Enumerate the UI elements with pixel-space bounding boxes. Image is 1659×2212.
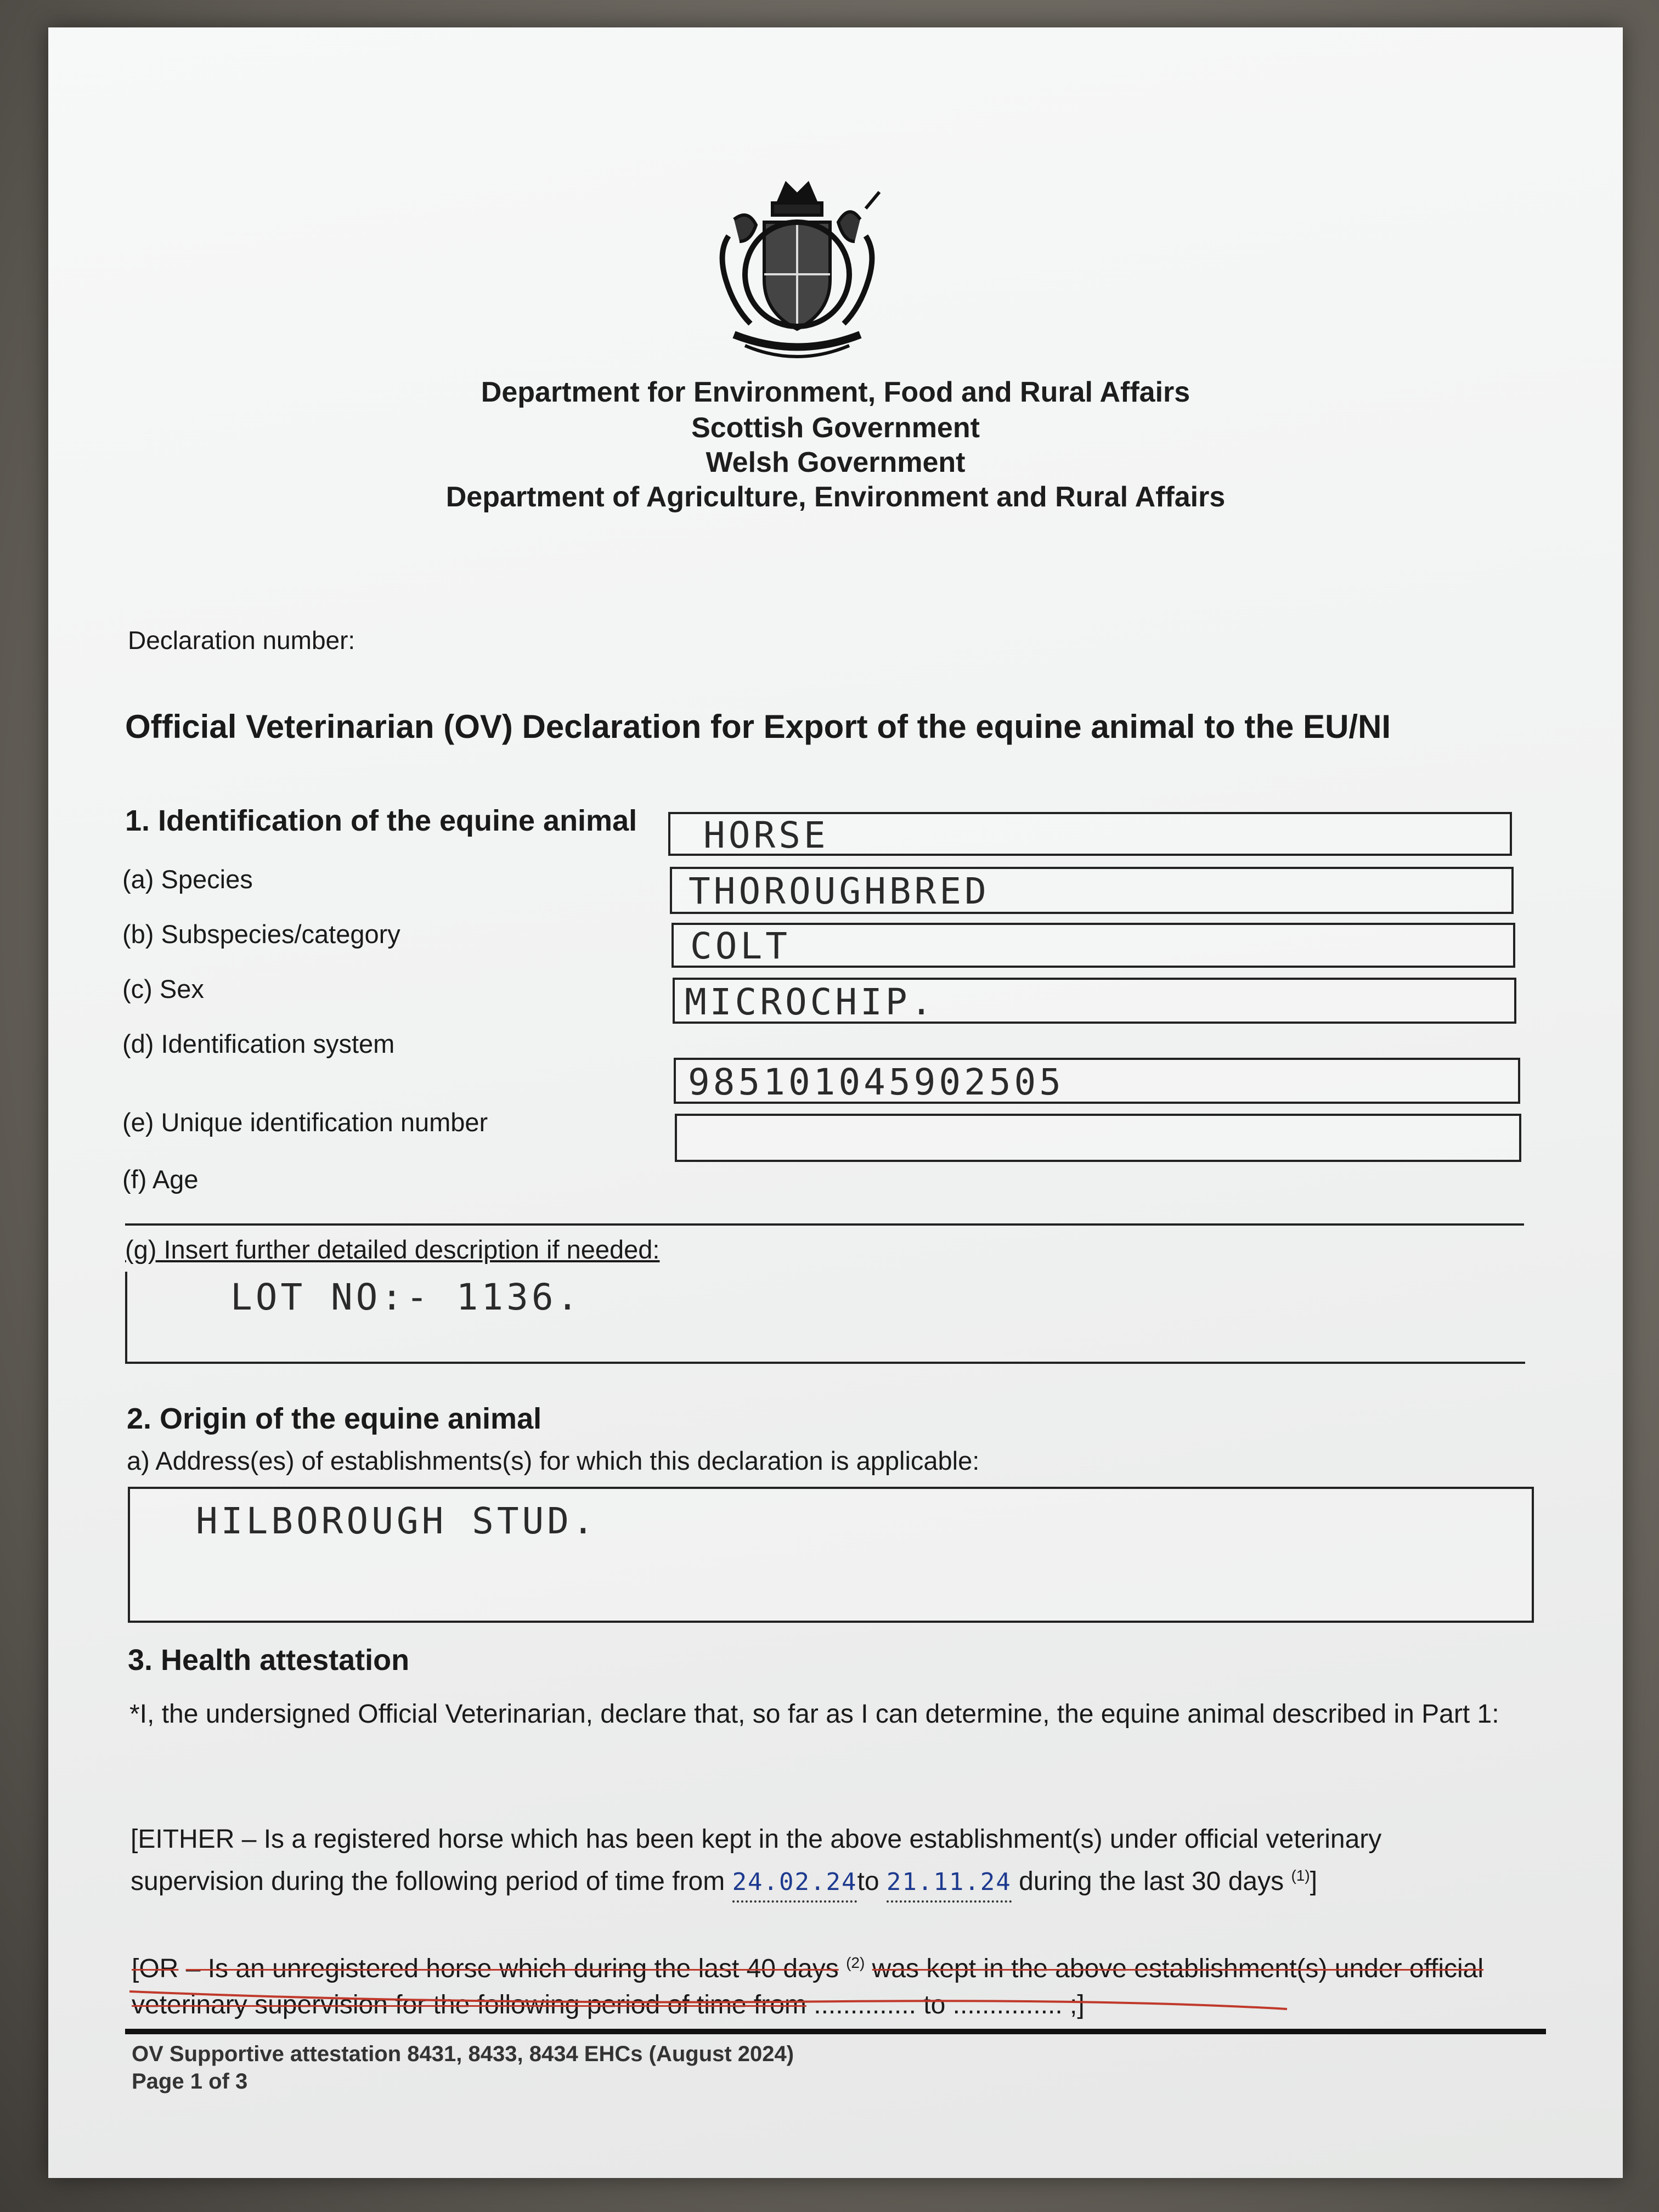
species-value: HORSE: [703, 814, 829, 856]
address-value: HILBOROUGH STUD.: [196, 1500, 597, 1542]
identification-system-value: MICROCHIP.: [685, 981, 936, 1023]
subspecies-field[interactable]: [670, 867, 1514, 914]
either-line2: [131, 1858, 1612, 1903]
unique-id-field[interactable]: [674, 1058, 1520, 1104]
subspecies-value: THOROUGHBRED: [689, 870, 990, 912]
footer-attestation: OV Supportive attestation 8431, 8433, 8434 EHCs (August 2024): [132, 2042, 794, 2066]
or-line1-start: [OR: [132, 1954, 179, 1983]
or-strikethrough-underline: [129, 1980, 1293, 2013]
footer-page-number: Page 1 of 3: [132, 2069, 248, 2094]
section2-heading: 2. Origin of the equine animal: [127, 1402, 542, 1435]
or-footnote-ref: (2): [846, 1954, 865, 1971]
header-daera: Department of Agriculture, Environment and Rural Affairs: [445, 481, 1226, 513]
health-intro-text: *I, the undersigned Official Veterinarian, declare that, so far as I can determine, the equine animal described in Part 1:: [129, 1700, 1499, 1729]
either-to-date[interactable]: 21.11.24: [887, 1864, 1012, 1903]
or-to-date[interactable]: ...............: [952, 1990, 1063, 2019]
header-scottish-government: Scottish Government: [691, 412, 980, 444]
either-clause: [131, 1821, 1612, 1903]
unique-id-value: 985101045902505: [688, 1061, 1065, 1103]
either-close: ]: [1310, 1867, 1318, 1896]
further-description-top-rule: [125, 1223, 1524, 1226]
or-line1-middle: – Is an unregistered horse which during the last 40 days: [185, 1954, 839, 1983]
either-from-date[interactable]: 24.02.24: [732, 1864, 857, 1903]
sex-label: (c) Sex: [122, 974, 204, 1003]
page-title: Official Veterinarian (OV) Declaration for Export of the equine animal to the EU/NI: [125, 708, 1391, 745]
footer-rule: [125, 2029, 1546, 2034]
or-line2-start: veterinary supervision for the following period of time from: [132, 1990, 806, 2019]
either-footnote-ref: (1): [1291, 1867, 1310, 1884]
either-line2-start: supervision during the following period of time from: [131, 1867, 725, 1896]
header-welsh-government: Welsh Government: [706, 447, 966, 478]
either-line1: [EITHER – Is a registered horse which has been kept in the above establishment(s) under official veterinary: [131, 1825, 1382, 1854]
age-field[interactable]: [675, 1114, 1521, 1162]
unique-id-label: (e) Unique identification number: [122, 1108, 488, 1137]
identification-system-field[interactable]: [673, 978, 1516, 1024]
or-from-date[interactable]: ..............: [814, 1990, 916, 2019]
section1-heading: 1. Identification of the equine animal: [125, 804, 637, 837]
header-defra: Department for Environment, Food and Rural Affairs: [481, 376, 1190, 408]
section3-heading: 3. Health attestation: [128, 1644, 410, 1677]
species-field[interactable]: [668, 812, 1512, 856]
further-description-field[interactable]: [126, 1271, 1524, 1363]
either-line2-end: during the last 30 days: [1019, 1867, 1284, 1896]
subspecies-label: (b) Subspecies/category: [122, 919, 400, 949]
further-description-value: LOT NO:- 1136.: [230, 1276, 582, 1318]
age-label: (f) Age: [122, 1165, 199, 1194]
sex-value: COLT: [690, 925, 791, 967]
species-label: (a) Species: [122, 865, 253, 894]
royal-coat-of-arms-icon: [696, 170, 899, 373]
address-label: a) Address(es) of establishments(s) for which this declaration is applicable:: [127, 1446, 980, 1475]
declaration-number-label: Declaration number:: [128, 626, 356, 654]
address-field[interactable]: [128, 1487, 1534, 1623]
or-to-word: to: [923, 1990, 946, 2019]
or-line1-end: was kept in the above establishment(s) under official: [872, 1954, 1484, 1983]
further-description-label: (g) Insert further detailed description if needed:: [125, 1235, 660, 1264]
or-close: ;]: [1070, 1990, 1085, 2019]
document-page: [48, 27, 1623, 2178]
identification-system-label: (d) Identification system: [122, 1029, 395, 1058]
sex-field[interactable]: [672, 923, 1515, 968]
either-to-word: to: [857, 1867, 879, 1896]
